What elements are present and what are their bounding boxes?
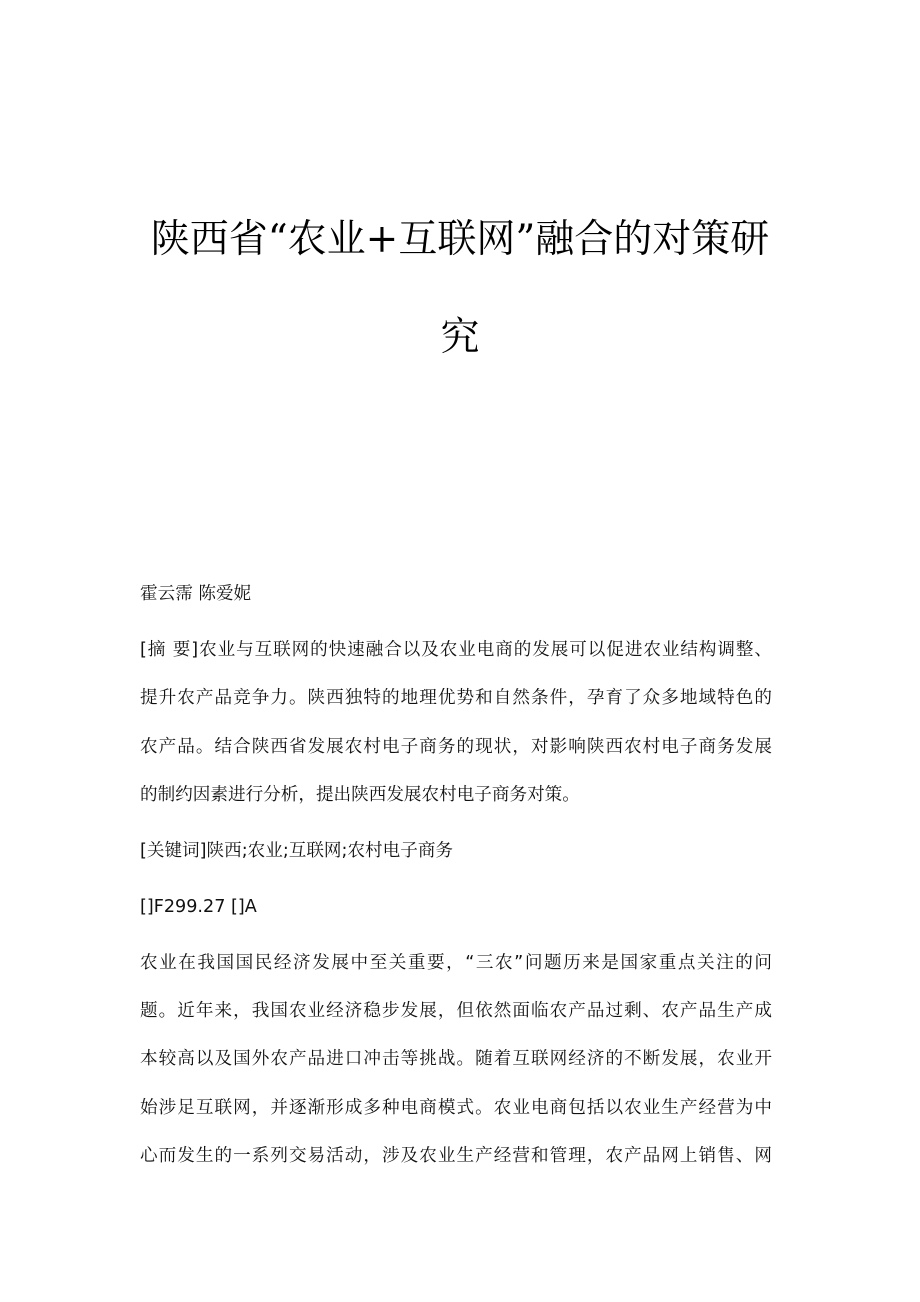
paper-title-line-2: 究 bbox=[440, 315, 480, 360]
classification-code: []F299.27 []A bbox=[140, 897, 257, 917]
authors: 霍云霈 陈爱妮 bbox=[140, 584, 252, 604]
body-line: 本较高以及国外农产品进口冲击等挑战。随着互联网经济的不断发展，农业开 bbox=[140, 1049, 772, 1069]
paper-title-line-1: 陕西省“农业+互联网”融合的对策研 bbox=[150, 217, 770, 262]
body-line: 题。近年来，我国农业经济稳步发展，但依然面临农产品过剩、农产品生产成 bbox=[140, 1001, 772, 1021]
keywords: [关键词]陕西;农业;互联网;农村电子商务 bbox=[140, 841, 454, 861]
abstract-line: 农产品。结合陕西省发展农村电子商务的现状，对影响陕西农村电子商务发展 bbox=[140, 737, 772, 757]
abstract-line: 提升农产品竞争力。陕西独特的地理优势和自然条件，孕育了众多地域特色的 bbox=[140, 688, 772, 708]
body-line: 始涉足互联网，并逐渐形成多种电商模式。农业电商包括以农业生产经营为中 bbox=[140, 1098, 772, 1118]
abstract-line: 的制约因素进行分析，提出陕西发展农村电子商务对策。 bbox=[140, 785, 580, 805]
body-line: 农业在我国国民经济发展中至关重要，“三农”问题历来是国家重点关注的问 bbox=[140, 953, 772, 973]
abstract-line: [摘 要]农业与互联网的快速融合以及农业电商的发展可以促进农业结构调整、 bbox=[140, 640, 772, 660]
body-line: 心而发生的一系列交易活动，涉及农业生产经营和管理，农产品网上销售、网 bbox=[140, 1146, 772, 1166]
